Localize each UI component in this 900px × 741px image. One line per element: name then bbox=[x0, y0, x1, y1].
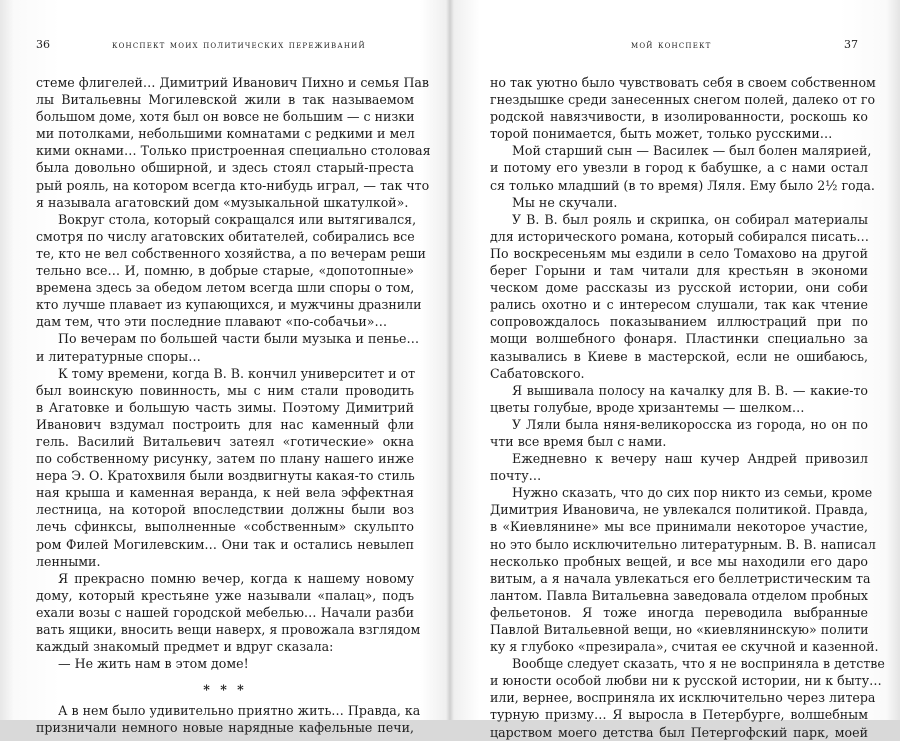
text-line: Нужно сказать, что до сих пор никто из семьи, кроме bbox=[512, 485, 873, 501]
text-line: времена здесь за обедом летом всегда шли споры о том, bbox=[36, 280, 415, 296]
text-line: в Агатовке и большую часть зимы. Поэтому Димитрий bbox=[36, 399, 414, 415]
text-line: По вечерам по большей части были музыка и пенье… bbox=[58, 331, 420, 347]
text-line: Ежедневно к вечеру наш кучер Андрей привозил bbox=[512, 451, 868, 467]
text-line: берег Горыни и там читали для крестьян в экономи bbox=[490, 263, 868, 279]
text-line: призничали немного новые нарядные кафельные печи, bbox=[36, 720, 414, 736]
text-line: рый рояль, на котором всегда кто-нибудь играл, — так что bbox=[36, 177, 430, 193]
text-line: ехали возы с нашей городской мебелью… Начали разби bbox=[36, 604, 414, 620]
text-line: ленными. bbox=[36, 553, 101, 569]
text-line: в «Киевлянине» мы все принимали некоторое участие, bbox=[490, 519, 868, 535]
text-line: Мой старший сын — Василек — был болен малярией, bbox=[512, 143, 872, 159]
text-line: но это было исключительно литературным. В. В. написал bbox=[490, 536, 876, 552]
text-line: смотря по числу агатовских обитателей, собирались все bbox=[36, 228, 415, 244]
text-line: цветы голубые, вроде хризантемы — шелком… bbox=[490, 399, 805, 415]
text-line: турную призму… Я выросла в Петербурге, волшебным bbox=[490, 707, 868, 723]
text-line: несколько пробных вещей, и все мы находили его даро bbox=[490, 553, 868, 569]
text-line: По воскресеньям мы ездили в село Томахово на другой bbox=[490, 245, 868, 261]
text-line: я называла агатовский дом «музыкальной шкатулкой». bbox=[36, 194, 409, 210]
text-line: гель. Василий Витальевич затеял «готические» окна bbox=[36, 433, 414, 449]
text-line: ром Филей Могилевским… Они так и остались невылеп bbox=[36, 536, 414, 552]
text-line: У В. В. был рояль и скрипка, он собирал материалы bbox=[512, 211, 868, 227]
text-line: вать ящики, вносить вещи наверх, я провожала взглядом bbox=[36, 622, 421, 637]
text-line: ческом доме рассказы из русской истории, они соби bbox=[490, 280, 868, 296]
text-line: и литературные споры… bbox=[36, 348, 201, 364]
text-line: кими окнами… Только пристроенная специально столовая bbox=[36, 143, 431, 159]
text-line: Я вышивала полосу на качалку для В. В. — какие-то bbox=[512, 382, 868, 398]
text-line: гнездышке среди занесенных снегом полей, далеко от го bbox=[490, 92, 876, 108]
text-line: К тому времени, когда В. В. кончил университет и от bbox=[58, 365, 416, 381]
page-body bbox=[36, 74, 431, 736]
text-line: фельетонов. Я тоже иногда переводила выбранные bbox=[490, 604, 868, 620]
text-line: ми потолками, небольшими комнатами с редкими и мел bbox=[36, 126, 415, 142]
text-line: казывались в Киеве в мастерской, если не ошибаюсь, bbox=[490, 348, 868, 364]
text-line: лантом. Павла Витальевна заведовала отделом пробных bbox=[490, 587, 868, 603]
page-body bbox=[490, 74, 885, 741]
text-line: дам тем, что эти последние плавают «по-собачьи»… bbox=[36, 314, 388, 330]
text-line: У Ляли была няня-великоросска из города, но он по bbox=[512, 416, 868, 432]
text-line: лы Витальевны Могилевской жили в так называемом bbox=[36, 92, 414, 108]
text-line: сопровождалось показыванием иллюстраций при по bbox=[490, 314, 868, 330]
text-line: лестница, на которой впоследствии должны были воз bbox=[36, 502, 414, 518]
text-line: Вокруг стола, который сокращался или вытягивался, bbox=[58, 211, 417, 227]
text-line: и потому его увезли в город к бабушке, а с нами остал bbox=[490, 160, 868, 176]
text-line: был воинскую повинность, мы с ним стали проводить bbox=[36, 382, 414, 398]
text-line: рались охотно и с интересом слушали, так как чтение bbox=[490, 297, 868, 313]
text-line: Павлой Витальевной вещи, но «киевлянинскую» полити bbox=[490, 622, 869, 637]
text-line: стеме флигелей… Димитрий Иванович Пихно и семья Пав bbox=[36, 75, 430, 90]
text-line: те, кто не вел собственного хозяйства, а по вечерам реши bbox=[36, 245, 426, 261]
text-line: но так уютно было чувствовать себя в своем собственном bbox=[490, 75, 876, 90]
running-head: мой конспект bbox=[631, 40, 712, 51]
text-line: ная крыша и каменная веранда, к ней вела эффектная bbox=[36, 485, 414, 501]
text-line: Вообще следует сказать, что я не восприняла в детстве bbox=[512, 656, 885, 672]
text-line: А в нем было удивительно приятно жить… Правда, ка bbox=[58, 703, 421, 719]
text-line: была довольно обширной, и здесь стоял старый-преста bbox=[36, 160, 414, 176]
page-number: 36 bbox=[36, 38, 50, 51]
text-line: торой понимается, быть может, только русскими… bbox=[490, 126, 833, 142]
text-line: большом доме, хотя был он вовсе не большим — с низки bbox=[36, 109, 415, 125]
text-line: царством моего детства был Петергофский парк, моей bbox=[490, 724, 868, 740]
text-line: по собственному рисунку, затем по плану нашего инже bbox=[36, 451, 414, 467]
text-line: каждый знакомый предмет и вдруг сказала: bbox=[36, 639, 334, 655]
page-number: 37 bbox=[844, 38, 858, 51]
text-line: Мы не скучали. bbox=[512, 194, 618, 210]
text-line: тельно все… И, помню, в добрые старые, «допотопные» bbox=[36, 263, 414, 279]
running-head: конспект моих политических переживаний bbox=[112, 40, 366, 51]
text-line: ку я глубоко «презирала», считая ее скучной и казенной. bbox=[490, 639, 879, 655]
text-line: Я прекрасно помню вечер, когда к нашему новому bbox=[58, 570, 414, 586]
text-line: почту… bbox=[490, 468, 542, 484]
right-page bbox=[450, 0, 900, 740]
text-line: Сабатовского. bbox=[490, 365, 585, 381]
text-line: кто лучше плавает из купающихся, и мужчины дразнили bbox=[36, 297, 422, 313]
text-line: ся только младший (в то время) Ляля. Ему было 2½ года. bbox=[490, 177, 875, 193]
text-line: и юности особой любви ни к русской истории, ни к быту… bbox=[490, 673, 882, 689]
text-line: лечь сфинксы, выполненные «собственным» скульпто bbox=[36, 519, 414, 535]
text-line: дому, который крестьяне уже называли «палац», подъ bbox=[36, 587, 414, 603]
text-line: для исторического романа, который собирался писать… bbox=[490, 228, 869, 244]
text-line: родской навязчивости, в изолированности, роскошь ко bbox=[490, 109, 868, 125]
text-line: или, вернее, восприняла их исключительно через литера bbox=[490, 690, 876, 706]
text-line: нера Э. О. Кратохвиля были воздвигнуты какая-то стиль bbox=[36, 468, 415, 484]
dialogue-line: — Не жить нам в этом доме! bbox=[58, 656, 249, 672]
text-line: мощи волшебного фонаря. Пластинки специально за bbox=[490, 331, 868, 347]
text-line: Димитрия Ивановича, не увлекался политикой. Правда, bbox=[490, 502, 868, 518]
text-line: витым, а я начала увлекаться его беллетристическим та bbox=[490, 570, 871, 586]
text-line: Иванович вздумал построить для нас каменный фли bbox=[36, 416, 414, 432]
section-break: * * * bbox=[203, 682, 247, 698]
text-line: чти все время был с нами. bbox=[490, 433, 667, 449]
left-page bbox=[0, 0, 450, 736]
